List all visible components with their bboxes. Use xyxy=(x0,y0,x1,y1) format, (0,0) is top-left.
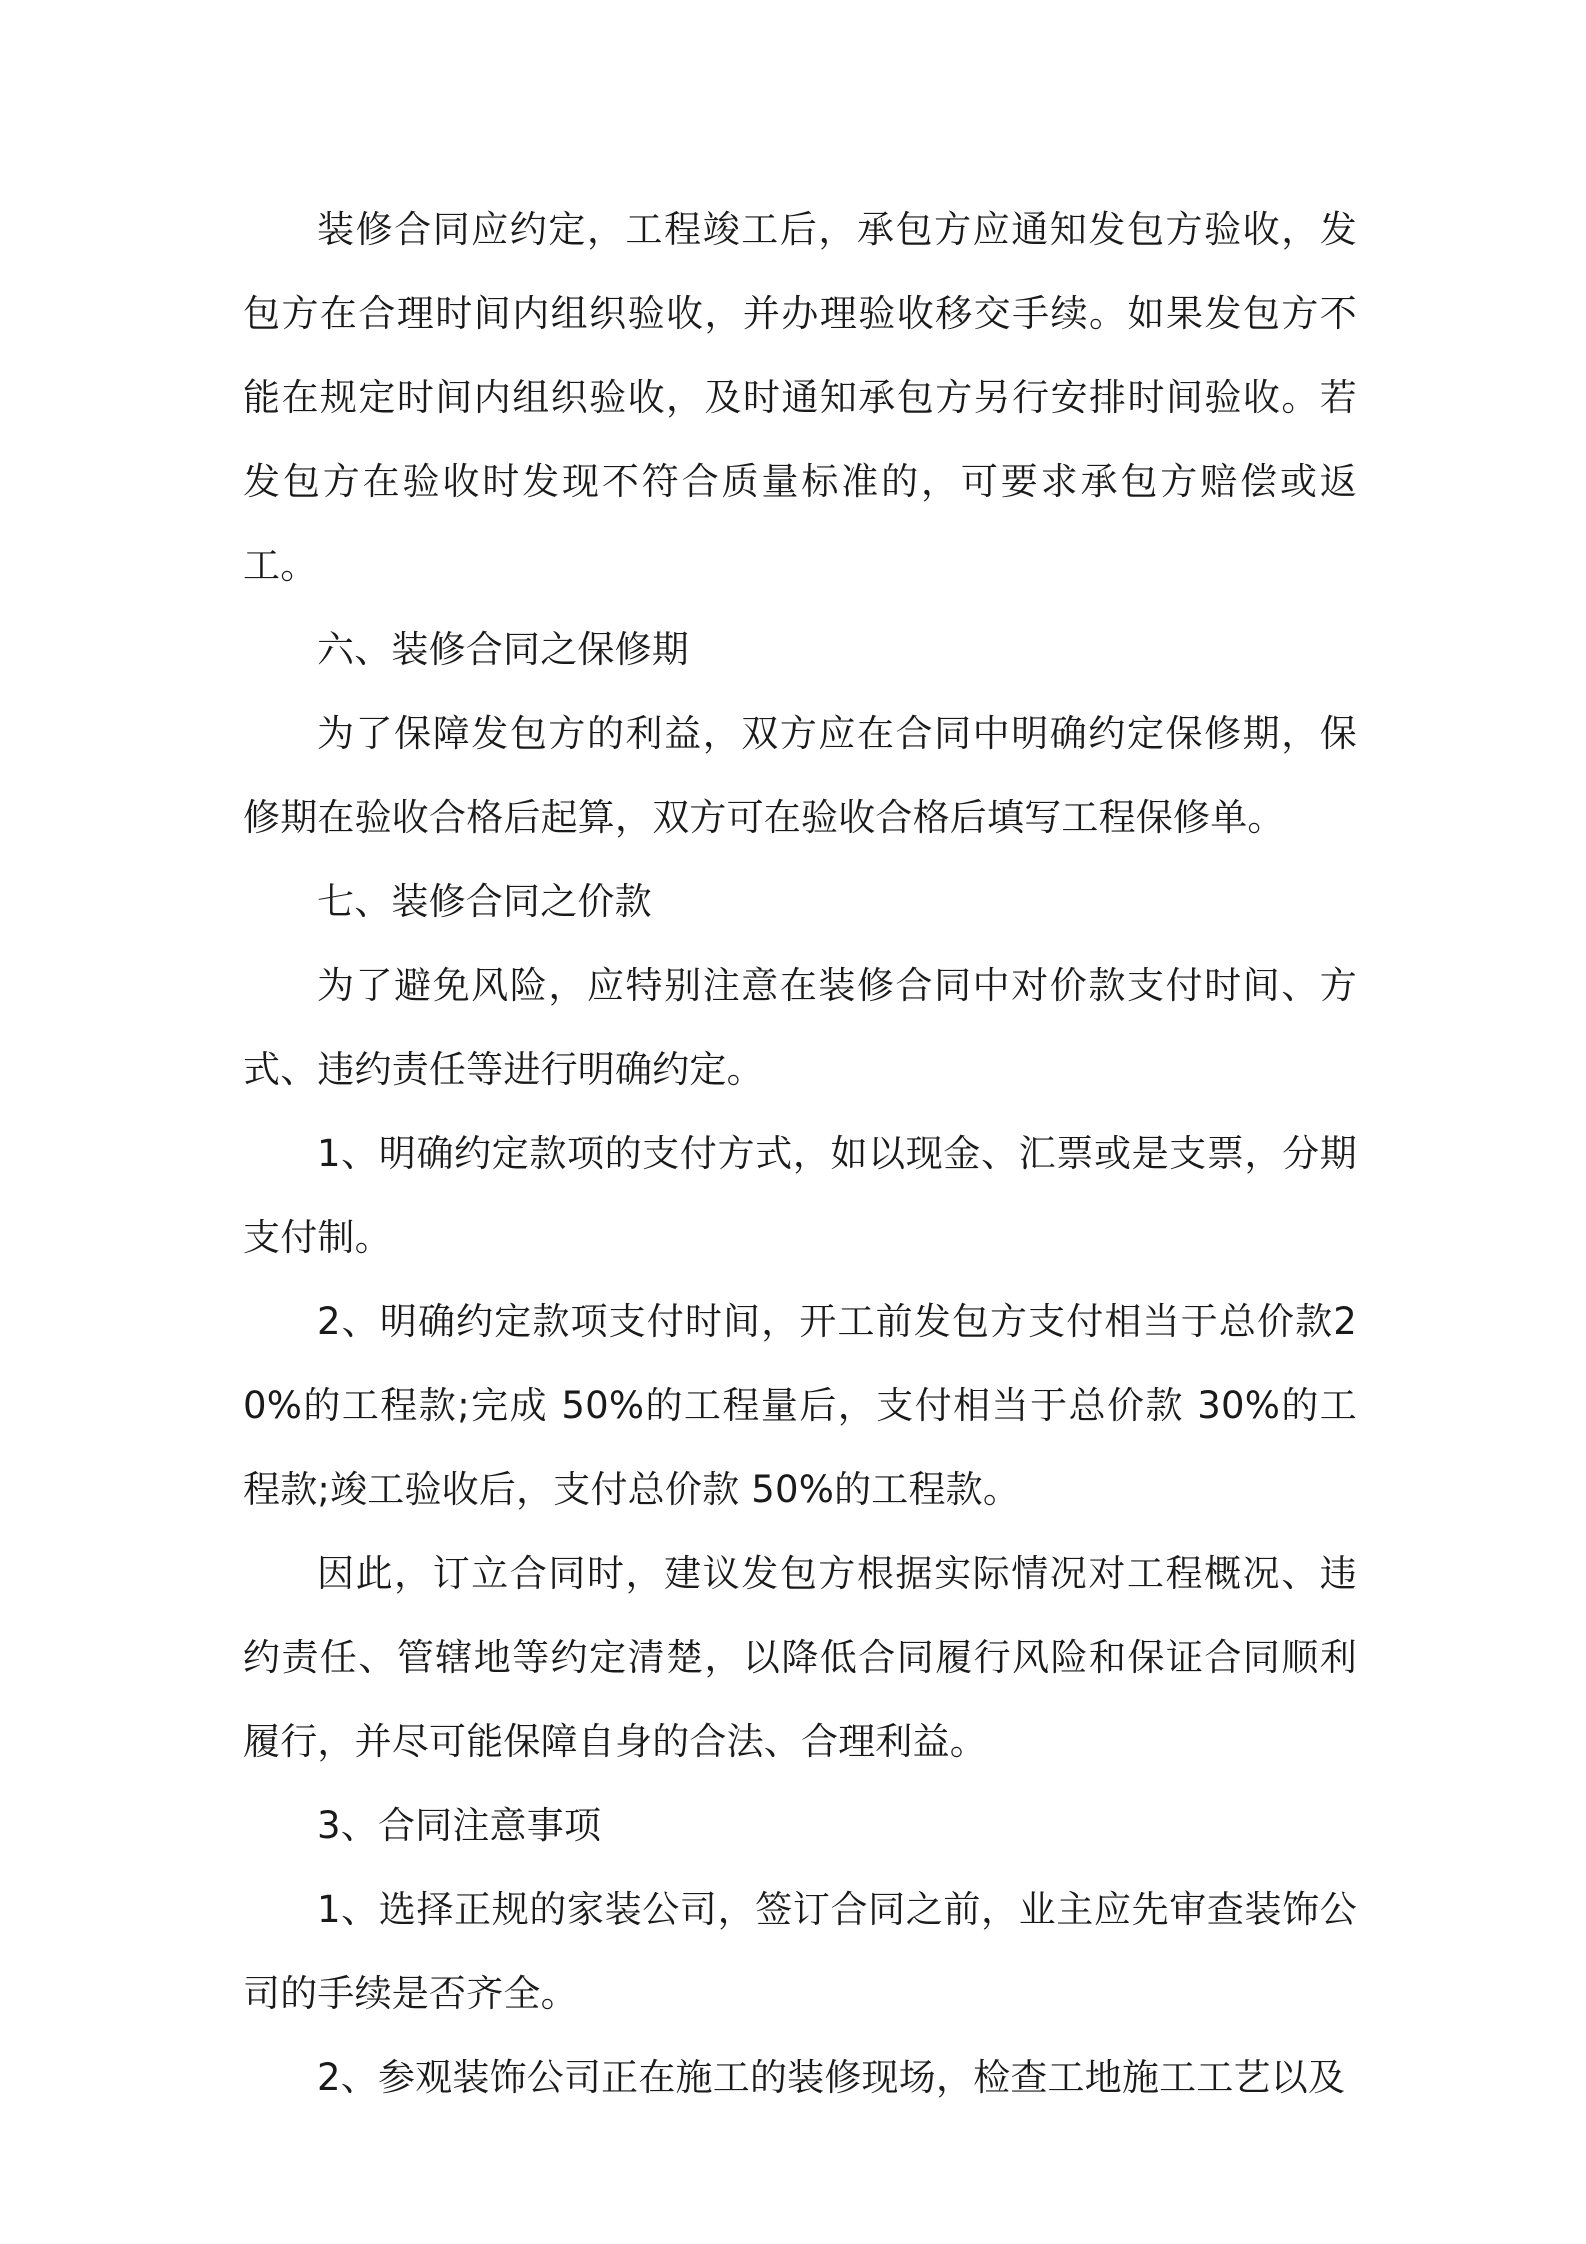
paragraph-conclusion: 因此，订立合同时，建议发包方根据实际情况对工程概况、违约责任、管辖地等约定清楚，以降低合同履行风险和保证合同顺利履行，并尽可能保障自身的合法、合理利益。 xyxy=(243,1552,1357,1763)
heading-contract-notes: 3、合同注意事项 xyxy=(317,1804,602,1847)
heading-contract-price: 七、装修合同之价款 xyxy=(317,880,652,923)
paragraph-acceptance: 装修合同应约定，工程竣工后，承包方应通知发包方验收，发包方在合理时间内组织验收，并办理验收移交手续。如果发包方不能在规定时间内组织验收，及时通知承包方另行安排时间验收。若发包方在验收时发现不符合质量标准的，可要求承包方赔偿或返工。 xyxy=(243,208,1357,587)
heading-warranty-period: 六、装修合同之保修期 xyxy=(317,628,689,671)
document-body xyxy=(243,188,1357,2120)
paragraph-warranty: 为了保障发包方的利益，双方应在合同中明确约定保修期，保修期在验收合格后起算，双方可在验收合格后填写工程保修单。 xyxy=(243,712,1357,839)
paragraph-price-risk: 为了避免风险，应特别注意在装修合同中对价款支付时间、方式、违约责任等进行明确约定。 xyxy=(243,964,1357,1091)
paragraph-payment-schedule: 2、明确约定款项支付时间，开工前发包方支付相当于总价款20%的工程款;完成 50%的工程量后，支付相当于总价款 30%的工程款;竣工验收后，支付总价款 50%的工程款。 xyxy=(243,1300,1357,1511)
paragraph-payment-method: 1、明确约定款项的支付方式，如以现金、汇票或是支票，分期支付制。 xyxy=(243,1132,1357,1259)
paragraph-choose-company: 1、选择正规的家装公司，签订合同之前，业主应先审查装饰公司的手续是否齐全。 xyxy=(243,1888,1357,2015)
paragraph-visit-site: 2、参观装饰公司正在施工的装修现场，检查工地施工工艺以及 xyxy=(317,2056,1346,2099)
